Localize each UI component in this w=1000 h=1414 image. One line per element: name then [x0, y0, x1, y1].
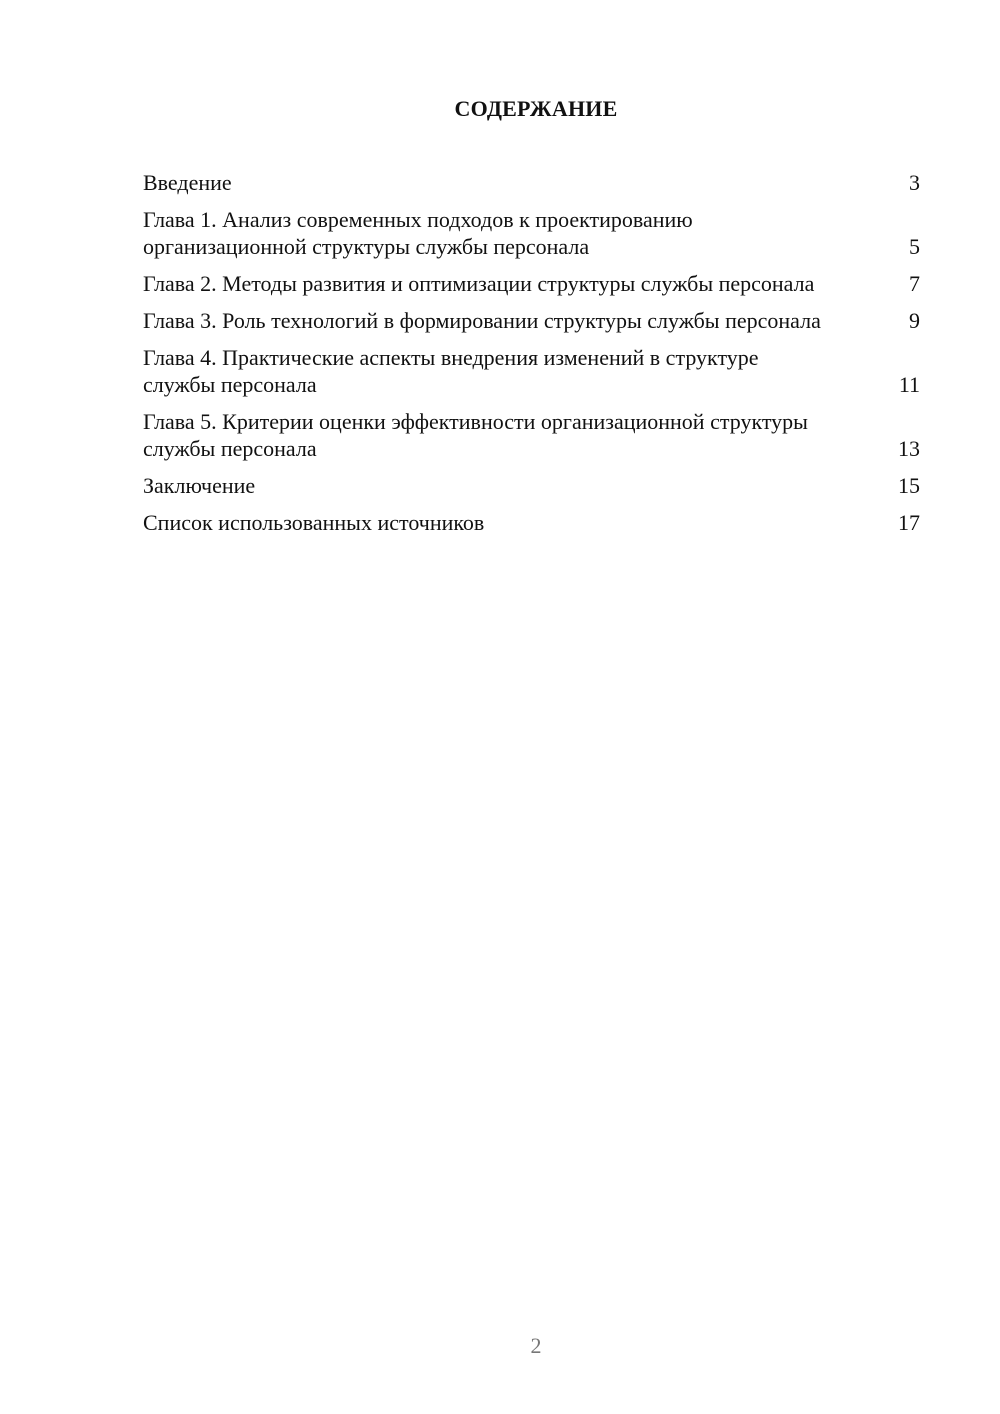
toc-entry-references	[143, 509, 920, 536]
toc-entry-chapter-4	[143, 344, 920, 398]
toc-entry-conclusion	[143, 472, 920, 499]
toc-title: СОДЕРЖАНИЕ	[454, 96, 618, 121]
table-of-contents	[143, 169, 920, 546]
toc-entry-chapter-1	[143, 206, 920, 260]
toc-entry-page: 5	[909, 234, 920, 259]
toc-entry-label: Глава 2. Методы развития и оптимизации структуры службы персонала	[143, 271, 815, 296]
toc-entry-label: Глава 3. Роль технологий в формировании структуры службы персонала	[143, 308, 821, 333]
toc-entry-label: Список использованных источников	[143, 510, 485, 535]
toc-entry-page: 15	[898, 473, 920, 498]
toc-entry-page: 9	[909, 308, 920, 333]
toc-entry-page: 3	[909, 170, 920, 195]
toc-entry-label: Глава 5. Критерии оценки эффективности организационной структуры службы персонала	[143, 409, 808, 461]
toc-entry-chapter-5	[143, 408, 920, 462]
toc-entry-page: 13	[898, 436, 920, 461]
toc-entry-page: 11	[898, 372, 920, 397]
toc-entry-label: Заключение	[143, 473, 256, 498]
toc-entry-introduction	[143, 169, 920, 196]
toc-entry-label: Глава 1. Анализ современных подходов к проектированию организационной структуры службы персонала	[143, 207, 693, 259]
toc-entry-chapter-3	[143, 307, 920, 334]
toc-entry-page: 7	[909, 271, 920, 296]
page-number: 2	[530, 1333, 542, 1358]
toc-entry-label: Глава 4. Практические аспекты внедрения изменений в структуре службы персонала	[143, 345, 759, 397]
toc-entry-page: 17	[898, 510, 920, 535]
toc-entry-label: Введение	[143, 170, 232, 195]
toc-entry-chapter-2	[143, 270, 920, 297]
